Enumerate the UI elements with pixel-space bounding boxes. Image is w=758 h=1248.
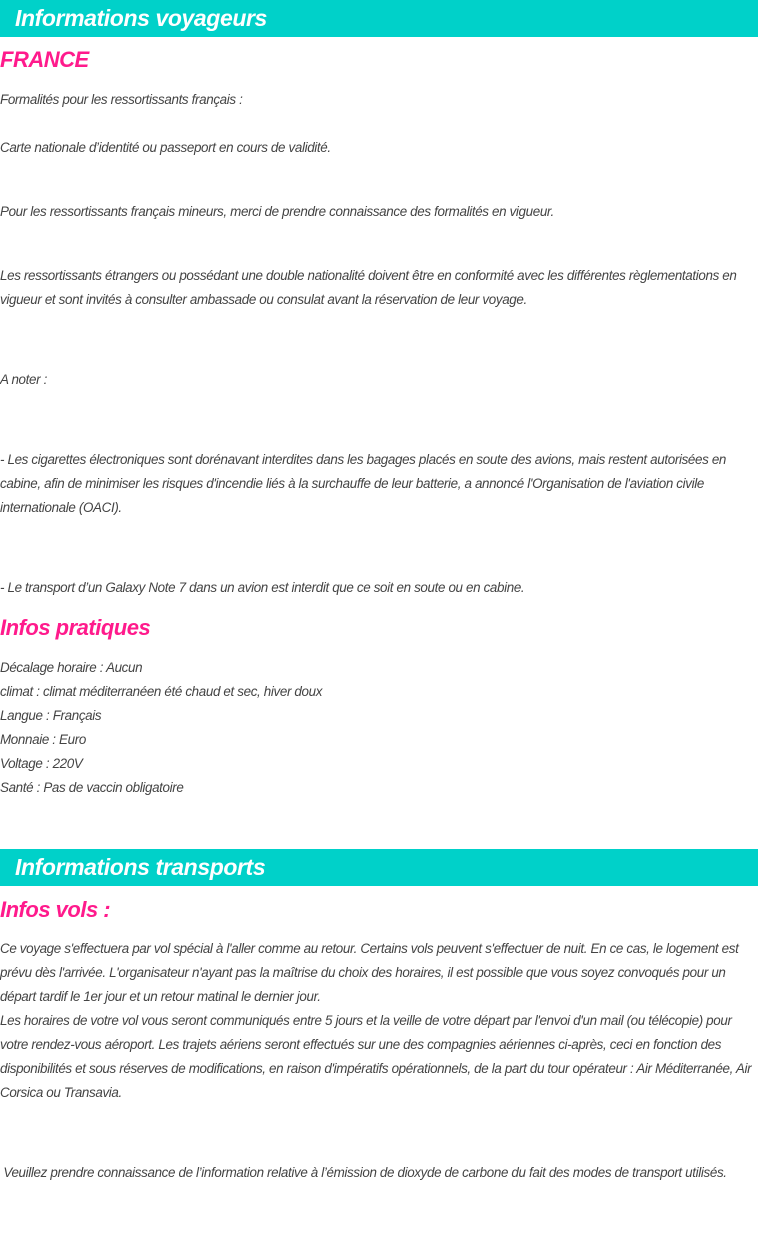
mineurs-text: Pour les ressortissants français mineurs, merci de prendre connaissance des formalités en vigueur.	[0, 204, 554, 219]
info-item-langue: Langue : Français	[0, 708, 102, 723]
infos-pratiques-title: Infos pratiques	[0, 615, 151, 640]
section-header-voyageurs: Informations voyageurs	[0, 0, 758, 37]
co2-text: Veuillez prendre connaissance de l’information relative à l’émission de dioxyde de carbone du fait des modes de transport utilisés.	[0, 1165, 727, 1180]
vols-para-2: Les horaires de votre vol vous seront communiqués entre 5 jours et la veille de votre départ par l'envoi d'un mail (ou télécopie) pour votre rendez-vous aéroport. Les trajets aériens seront effectués sur une des compagnies aériennes ci-après, ceci en fonction des disponibilités et sous réserves de modifications, en raison d'impératifs opérationnels, de la part du tour opérateur : Air Méditerranée, Air Corsica ou Transavia.	[0, 1013, 752, 1100]
formalites-intro: Formalités pour les ressortissants français :	[0, 92, 243, 107]
info-item-decalage: Décalage horaire : Aucun	[0, 660, 143, 675]
vols-para-1: Ce voyage s'effectuera par vol spécial à l'aller comme au retour. Certains vols peuvent s'effectuer de nuit. En ce cas, le logement est prévu dès l'arrivée. L'organisateur n'ayant pas la maîtrise du choix des horaires, il est possible que vous soyez convoqués pour un départ tardif le 1er jour et un retour matinal le dernier jour.	[0, 941, 739, 1004]
etrangers-text: Les ressortissants étrangers ou possédant une double nationalité doivent être en conformité avec les différentes règlementations en vigueur et sont invités à consulter ambassade ou consulat avant la réservation de leur voyage.	[0, 268, 737, 307]
vols-text	[0, 937, 752, 1105]
cigarettes-text: - Les cigarettes électroniques sont dorénavant interdites dans les bagages placés en soute des avions, mais restent autorisées en cabine, afin de minimiser les risques d'incendie liés à la surchauffe de leur batterie, a annoncé l'Organisation de l'aviation civile internationale (OACI).	[0, 452, 727, 515]
infos-pratiques-list	[0, 656, 752, 800]
info-item-voltage: Voltage : 220V	[0, 756, 83, 771]
infos-vols-title: Infos vols :	[0, 897, 111, 922]
carte-text: Carte nationale d’identité ou passeport en cours de validité.	[0, 140, 331, 155]
info-item-sante: Santé : Pas de vaccin obligatoire	[0, 780, 184, 795]
a-noter-label: A noter :	[0, 372, 47, 387]
galaxy-text: - Le transport d’un Galaxy Note 7 dans un avion est interdit que ce soit en soute ou en cabine.	[0, 580, 525, 595]
info-item-climat: climat : climat méditerranéen été chaud et sec, hiver doux	[0, 684, 323, 699]
info-item-monnaie: Monnaie : Euro	[0, 732, 86, 747]
section-header-transports: Informations transports	[0, 849, 758, 886]
country-title: FRANCE	[0, 47, 89, 72]
